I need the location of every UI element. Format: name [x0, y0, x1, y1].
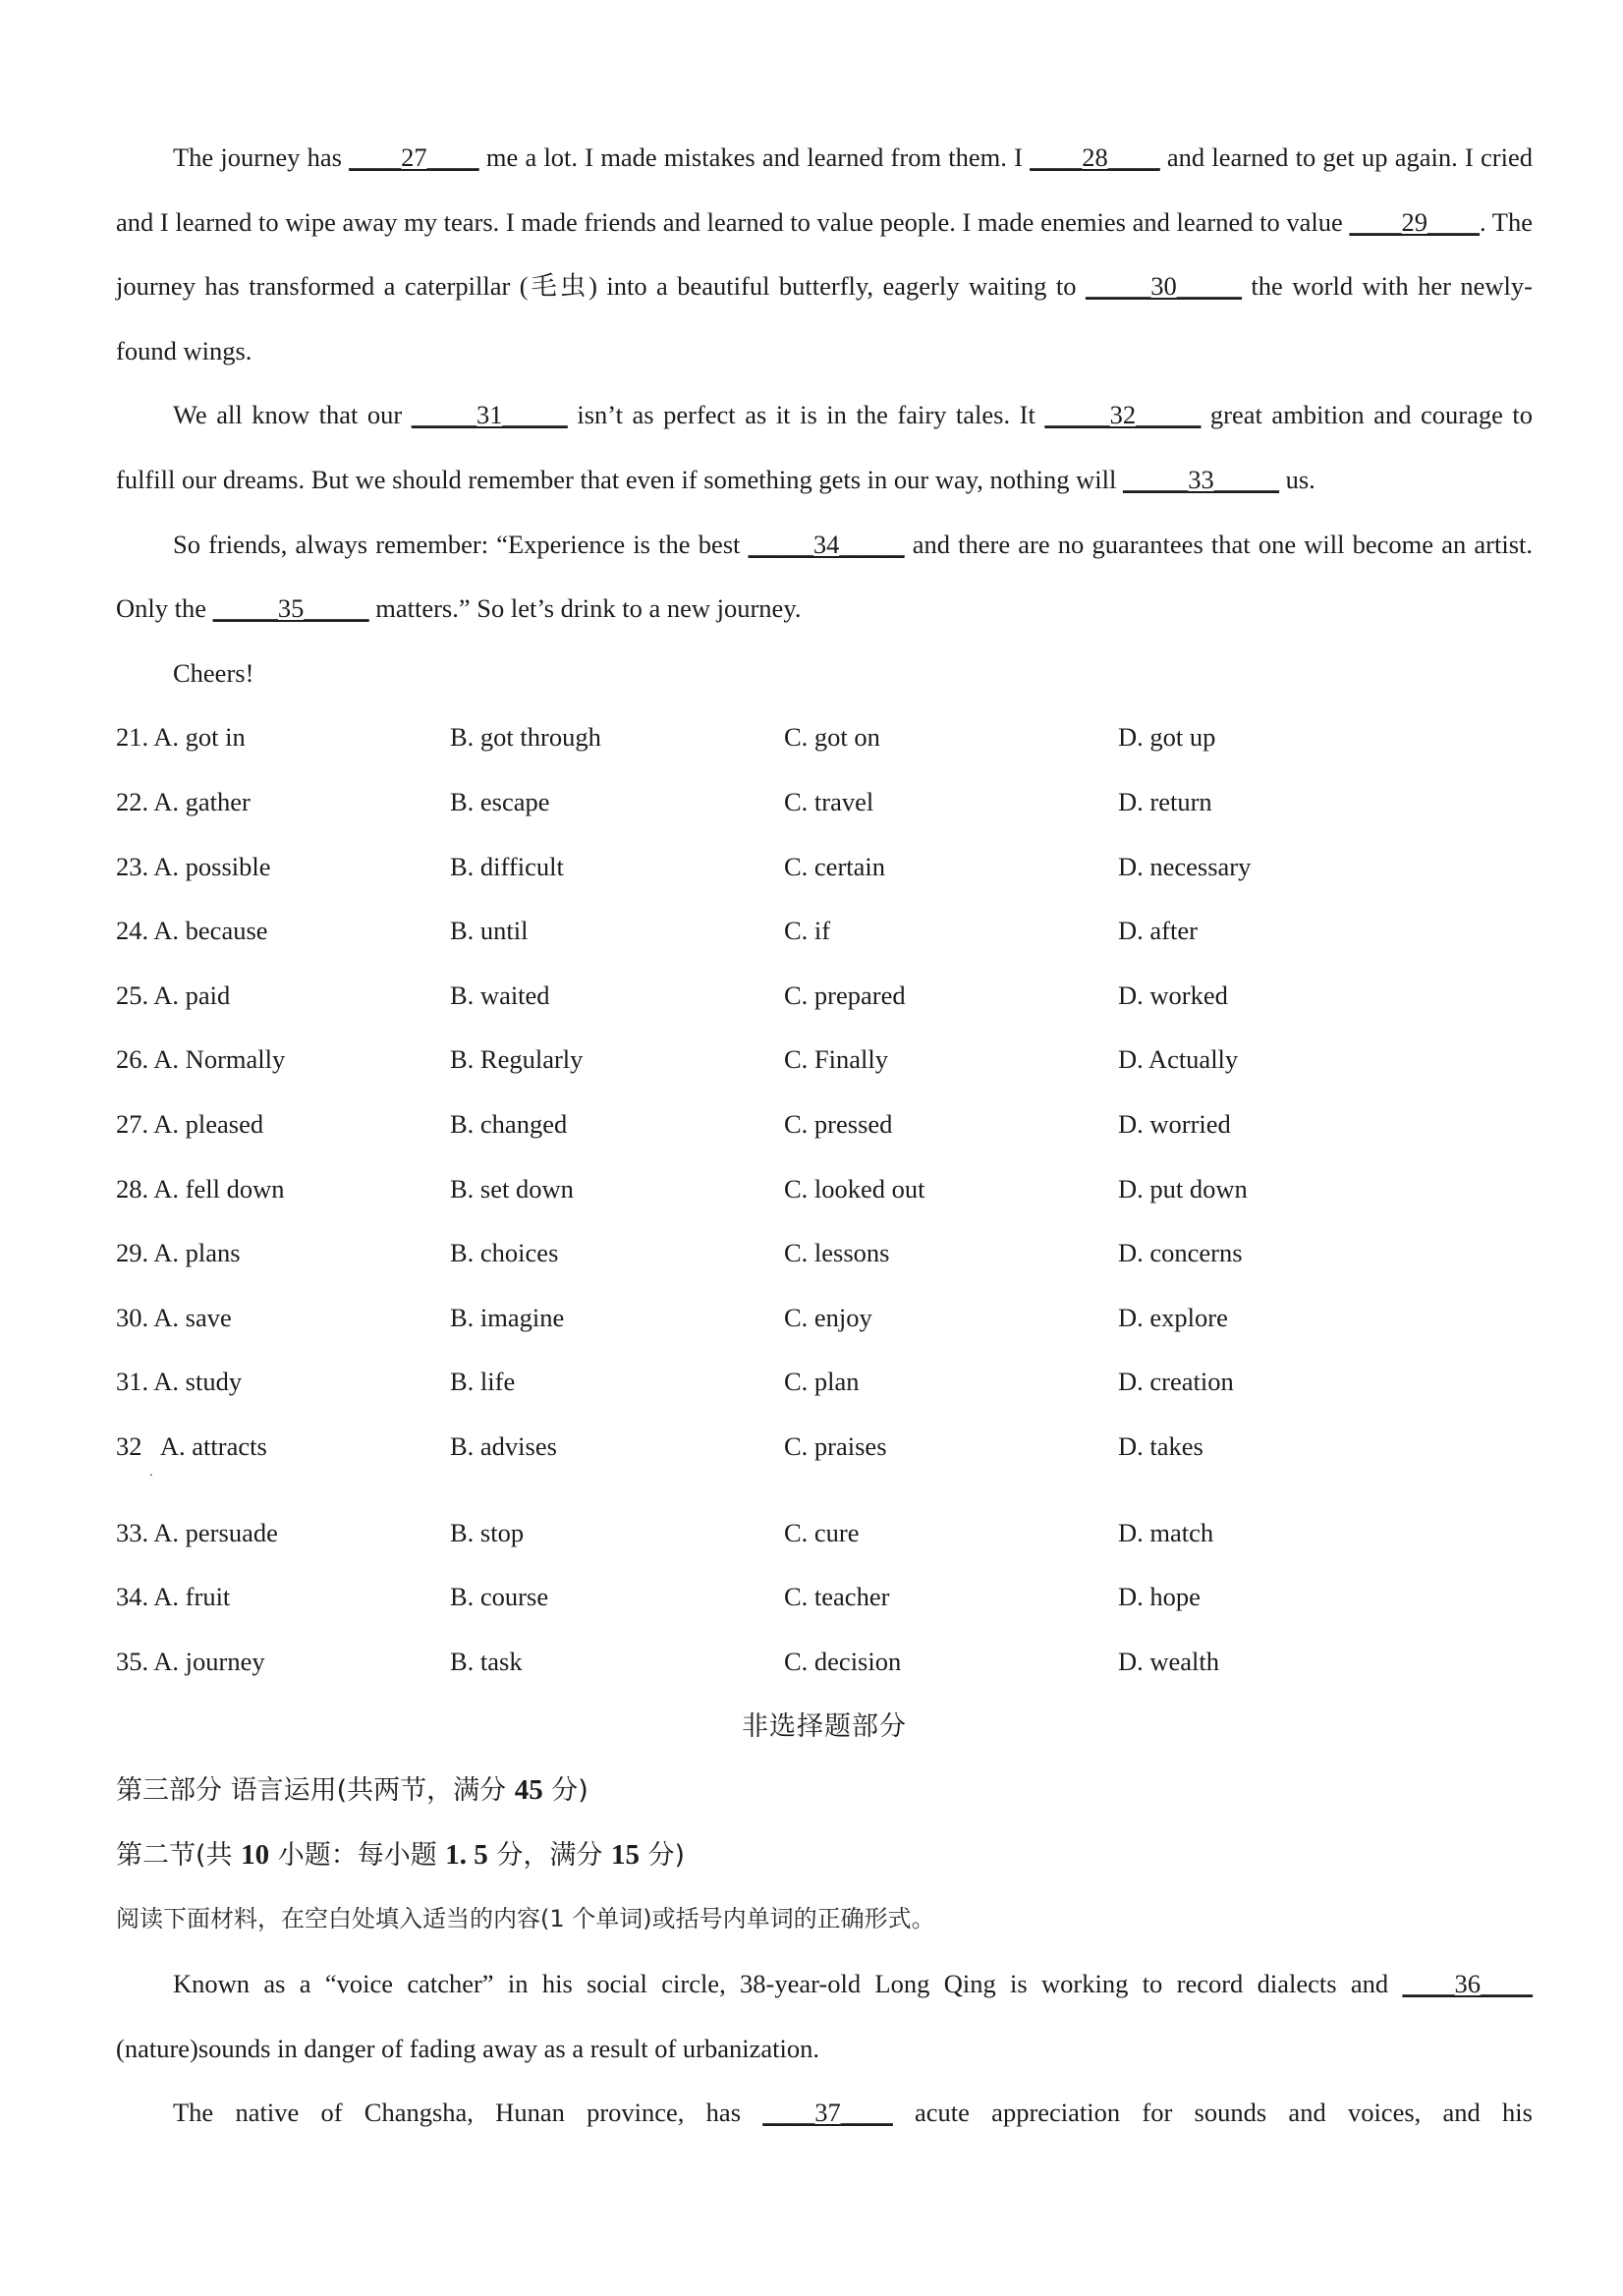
- option-a: 31. A. study: [116, 1367, 243, 1397]
- option-c: C. Finally: [784, 1044, 889, 1075]
- option-d: D. takes: [1118, 1430, 1203, 1461]
- option-d: D. match: [1118, 1517, 1214, 1547]
- blank-34: _____34_____: [748, 529, 905, 559]
- option-b: B. until: [450, 916, 529, 946]
- option-row-35: [116, 1630, 1533, 1695]
- option-row-34: [116, 1565, 1533, 1630]
- blank-31: _____31_____: [411, 400, 568, 430]
- option-row-29: [116, 1221, 1533, 1286]
- option-row-21: [116, 705, 1533, 770]
- option-c: C. cure: [784, 1517, 860, 1547]
- text: and there are no guarantees that one will become an artist. Only the: [116, 529, 1533, 624]
- options-list: [116, 705, 1533, 1694]
- text: and learned to get up again. I cried and I learned to wipe away my tears. I made friends and learned to value people. I made enemies and learned to value: [116, 142, 1533, 237]
- text: matters.” So let’s drink to a new journey.: [368, 593, 802, 624]
- nonchoice-section-title: 非选择题部分: [742, 1710, 907, 1742]
- text: great ambition and courage to fulfill our dreams. But we should remember that even if something gets in our way, nothing will: [116, 400, 1533, 494]
- text: So friends, always remember: “Experience is the best: [173, 529, 749, 559]
- option-b: B. escape: [450, 786, 550, 816]
- option-row-31: [116, 1350, 1533, 1415]
- text: (nature)sounds in danger of fading away as a result of urbanization.: [116, 2033, 819, 2063]
- text: 小题：每小题: [269, 1839, 446, 1871]
- option-c: C. plan: [784, 1367, 860, 1397]
- blank-28: ____28____: [1030, 142, 1160, 172]
- option-a: 27. A. pleased: [116, 1108, 264, 1139]
- question-count: 10: [241, 1838, 270, 1871]
- option-c: C. pressed: [784, 1108, 893, 1139]
- option-d: D. concerns: [1118, 1238, 1243, 1268]
- option-row-28: [116, 1157, 1533, 1222]
- option-c: C. lessons: [784, 1238, 890, 1268]
- blank-27: ____27____: [349, 142, 479, 172]
- option-row-33: [116, 1501, 1533, 1566]
- option-row-26: [116, 1028, 1533, 1092]
- option-a: 25. A. paid: [116, 980, 231, 1010]
- option-b: B. changed: [450, 1108, 568, 1139]
- text: 分): [542, 1775, 588, 1807]
- option-c: C. travel: [784, 786, 874, 816]
- text: Known as a “voice catcher” in his social circle, 38-year-old Long Qing is working to record dialects and: [173, 1969, 1403, 1999]
- option-a: 34. A. fruit: [116, 1582, 231, 1612]
- blank-32: _____32_____: [1044, 400, 1202, 430]
- option-row-22: [116, 770, 1533, 835]
- option-c: C. looked out: [784, 1173, 925, 1204]
- option-row-27: [116, 1092, 1533, 1157]
- option-row-30: [116, 1286, 1533, 1351]
- option-c: C. if: [784, 916, 831, 946]
- blank-30: _____30_____: [1085, 271, 1242, 302]
- option-c: C. enjoy: [784, 1302, 872, 1332]
- option-a: 24. A. because: [116, 916, 268, 946]
- option-row-24: [116, 899, 1533, 964]
- text: The journey has: [173, 142, 350, 172]
- option-b: B. difficult: [450, 851, 564, 881]
- text: We all know that our: [173, 400, 412, 430]
- option-c: C. teacher: [784, 1582, 890, 1612]
- option-b: B. set down: [450, 1173, 574, 1204]
- text: us.: [1278, 464, 1315, 494]
- score-number: 45: [514, 1774, 543, 1807]
- text: 分): [639, 1839, 686, 1871]
- text: 第二节(共: [116, 1839, 242, 1871]
- option-b: B. course: [450, 1582, 549, 1612]
- option-b: B. task: [450, 1647, 523, 1677]
- text: acute appreciation for sounds and voices, and his: [892, 2098, 1533, 2128]
- option-d: D. hope: [1118, 1582, 1201, 1612]
- option-b: B. stop: [450, 1517, 525, 1547]
- option-b: B. life: [450, 1367, 516, 1397]
- blank-36: ____36____: [1402, 1969, 1533, 1999]
- option-a: 33. A. persuade: [116, 1517, 278, 1547]
- option-c: C. prepared: [784, 980, 906, 1010]
- instruction-text: 阅读下面材料，在空白处填入适当的内容(1 个单词)或括号内单词的正确形式。: [116, 1905, 935, 1933]
- passage-paragraph: [116, 126, 1533, 383]
- option-a: 35. A. journey: [116, 1647, 265, 1677]
- passage2-paragraph: [116, 1952, 1533, 2081]
- blank-33: _____33_____: [1122, 464, 1279, 494]
- text: 第三部分 语言运用(共两节，满分: [116, 1775, 515, 1807]
- option-d: D. return: [1118, 786, 1212, 816]
- option-d: D. got up: [1118, 722, 1216, 753]
- option-a: 29. A. plans: [116, 1238, 241, 1268]
- option-c: C. praises: [784, 1430, 887, 1461]
- option-row-32: [116, 1415, 1533, 1501]
- text: 分，满分: [487, 1839, 611, 1871]
- passage2-paragraph: [116, 2081, 1533, 2146]
- option-d: D. explore: [1118, 1302, 1228, 1332]
- option-b: B. got through: [450, 722, 601, 753]
- part3-heading: [116, 1759, 1533, 1823]
- text: The native of Changsha, Hunan province, has: [173, 2098, 763, 2128]
- blank-35: _____35_____: [212, 593, 369, 624]
- option-b: B. choices: [450, 1238, 559, 1268]
- option-a: 32 A. attracts: [116, 1430, 267, 1461]
- option-row-23: [116, 835, 1533, 900]
- option-b: B. waited: [450, 980, 550, 1010]
- points-each: 1. 5: [445, 1838, 488, 1871]
- option-b: B. imagine: [450, 1302, 565, 1332]
- section2-heading: [116, 1823, 1533, 1888]
- blank-37: ____37____: [762, 2098, 893, 2128]
- option-a: 28. A. fell down: [116, 1173, 285, 1204]
- option-d: D. worked: [1118, 980, 1228, 1010]
- option-c: C. certain: [784, 851, 886, 881]
- option-b: B. Regularly: [450, 1044, 584, 1075]
- option-d: D. necessary: [1118, 851, 1252, 881]
- option-a: 21. A. got in: [116, 722, 246, 753]
- option-row-25: [116, 964, 1533, 1029]
- blank-29: ____29____: [1349, 206, 1480, 237]
- text: me a lot. I made mistakes and learned from them. I: [478, 142, 1031, 172]
- option-c: C. decision: [784, 1647, 902, 1677]
- stray-mark: .: [149, 1464, 153, 1480]
- option-a: 30. A. save: [116, 1302, 232, 1332]
- passage-paragraph: [116, 513, 1533, 642]
- option-d: D. after: [1118, 916, 1198, 946]
- option-d: D. worried: [1118, 1108, 1231, 1139]
- option-d: D. Actually: [1118, 1044, 1239, 1075]
- option-a: 22. A. gather: [116, 786, 251, 816]
- text: the world with her newly- found wings.: [116, 271, 1533, 365]
- text: isn’t as perfect as it is in the fairy tales. It: [567, 400, 1045, 430]
- option-d: D. creation: [1118, 1367, 1234, 1397]
- passage-paragraph: [116, 383, 1533, 512]
- option-b: B. advises: [450, 1430, 557, 1461]
- option-a: 23. A. possible: [116, 851, 271, 881]
- total-points: 15: [610, 1838, 640, 1871]
- option-d: D. put down: [1118, 1173, 1248, 1204]
- exam-page: [116, 126, 1533, 2146]
- cheers-line: Cheers!: [173, 657, 254, 688]
- option-d: D. wealth: [1118, 1647, 1220, 1677]
- option-c: C. got on: [784, 722, 880, 753]
- text: . The journey has transformed a caterpillar (毛虫) into a beautiful butterfly, eagerly waiting to: [116, 206, 1533, 302]
- option-a: 26. A. Normally: [116, 1044, 286, 1075]
